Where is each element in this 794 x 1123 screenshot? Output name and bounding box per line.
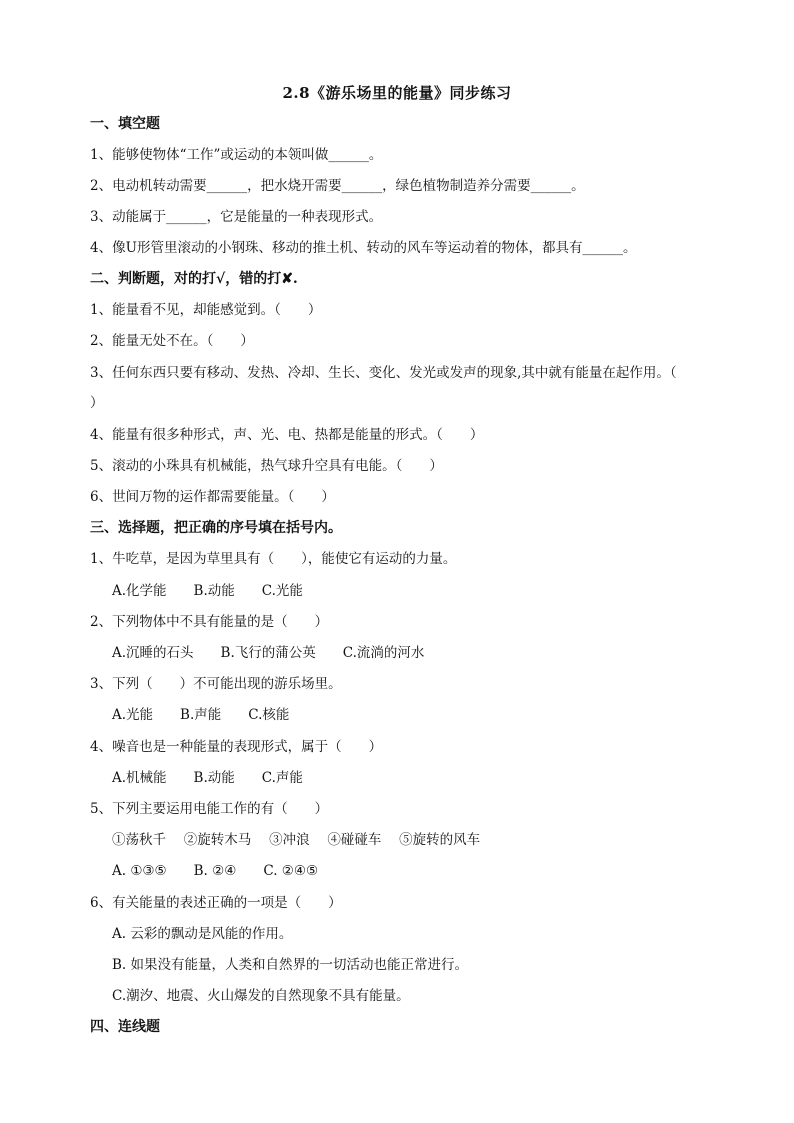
fill-blank-4: 4、像U形管里滚动的小钢珠、移动的推土机、转动的风车等运动着的物体，都具有______。 (90, 240, 637, 256)
choice-q2-options: A.沉睡的石头 B.飞行的蒲公英 C.流淌的河水 (112, 645, 425, 661)
choice-q6-option-b: B. 如果没有能量，人类和自然界的一切活动也能正常进行。 (112, 957, 469, 973)
judge-item-2: 2、能量无处不在。（ ） (90, 333, 254, 349)
choice-q5-items: ①荡秋千 ②旋转木马 ③冲浪 ④碰碰车 ⑤旋转的风车 (112, 832, 481, 848)
choice-q2: 2、下列物体中不具有能量的是（ ） (90, 614, 329, 630)
choice-q1-options: A.化学能 B.动能 C.光能 (112, 583, 303, 599)
choice-q5: 5、下列主要运用电能工作的有（ ） (90, 801, 329, 817)
section1-heading: 一、填空题 (90, 116, 160, 132)
choice-q1: 1、牛吃草，是因为草里具有（ ），能使它有运动的力量。 (90, 551, 457, 567)
judge-item-5: 5、滚动的小珠具有机械能，热气球升空具有电能。（ ） (90, 458, 443, 474)
choice-q4-options: A.机械能 B.动能 C.声能 (112, 770, 303, 786)
judge-item-3: 3、任何东西只要有移动、发热、冷却、生长、变化、发光或发声的现象,其中就有能量在起作用。（ (90, 365, 677, 381)
choice-q6: 6、有关能量的表述正确的一项是（ ） (90, 895, 342, 911)
judge-item-3-cont: ） (90, 395, 104, 411)
choice-q4: 4、噪音也是一种能量的表现形式，属于（ ） (90, 739, 383, 755)
page-title: 2.8《游乐场里的能量》同步练习 (282, 84, 512, 102)
choice-q3: 3、下列（ ）不可能出现的游乐场里。 (90, 676, 342, 692)
judge-item-6: 6、世间万物的运作都需要能量。（ ） (90, 489, 335, 505)
judge-item-4: 4、能量有很多种形式，声、光、电、热都是能量的形式。（ ） (90, 427, 484, 443)
fill-blank-2: 2、电动机转动需要______，把水烧开需要______，绿色植物制造养分需要______。 (90, 178, 585, 194)
fill-blank-1: 1、能够使物体“工作”或运动的本领叫做______。 (90, 147, 383, 163)
choice-q3-options: A.光能 B.声能 C.核能 (112, 707, 290, 723)
section2-heading: 二、判断题，对的打√，错的打✘. (90, 271, 298, 287)
judge-item-1: 1、能量看不见，却能感觉到。（ ） (90, 302, 322, 318)
fill-blank-3: 3、动能属于______，它是能量的一种表现形式。 (90, 209, 383, 225)
choice-q6-option-a: A. 云彩的飘动是风能的作用。 (112, 926, 293, 942)
section4-heading: 四、连线题 (90, 1019, 160, 1035)
choice-q5-options: A. ①③⑤ B. ②④ C. ②④⑤ (112, 863, 319, 879)
section3-heading: 三、选择题，把正确的序号填在括号内。 (90, 520, 342, 536)
choice-q6-option-c: C.潮汐、地震、火山爆发的自然现象不具有能量。 (112, 988, 410, 1004)
